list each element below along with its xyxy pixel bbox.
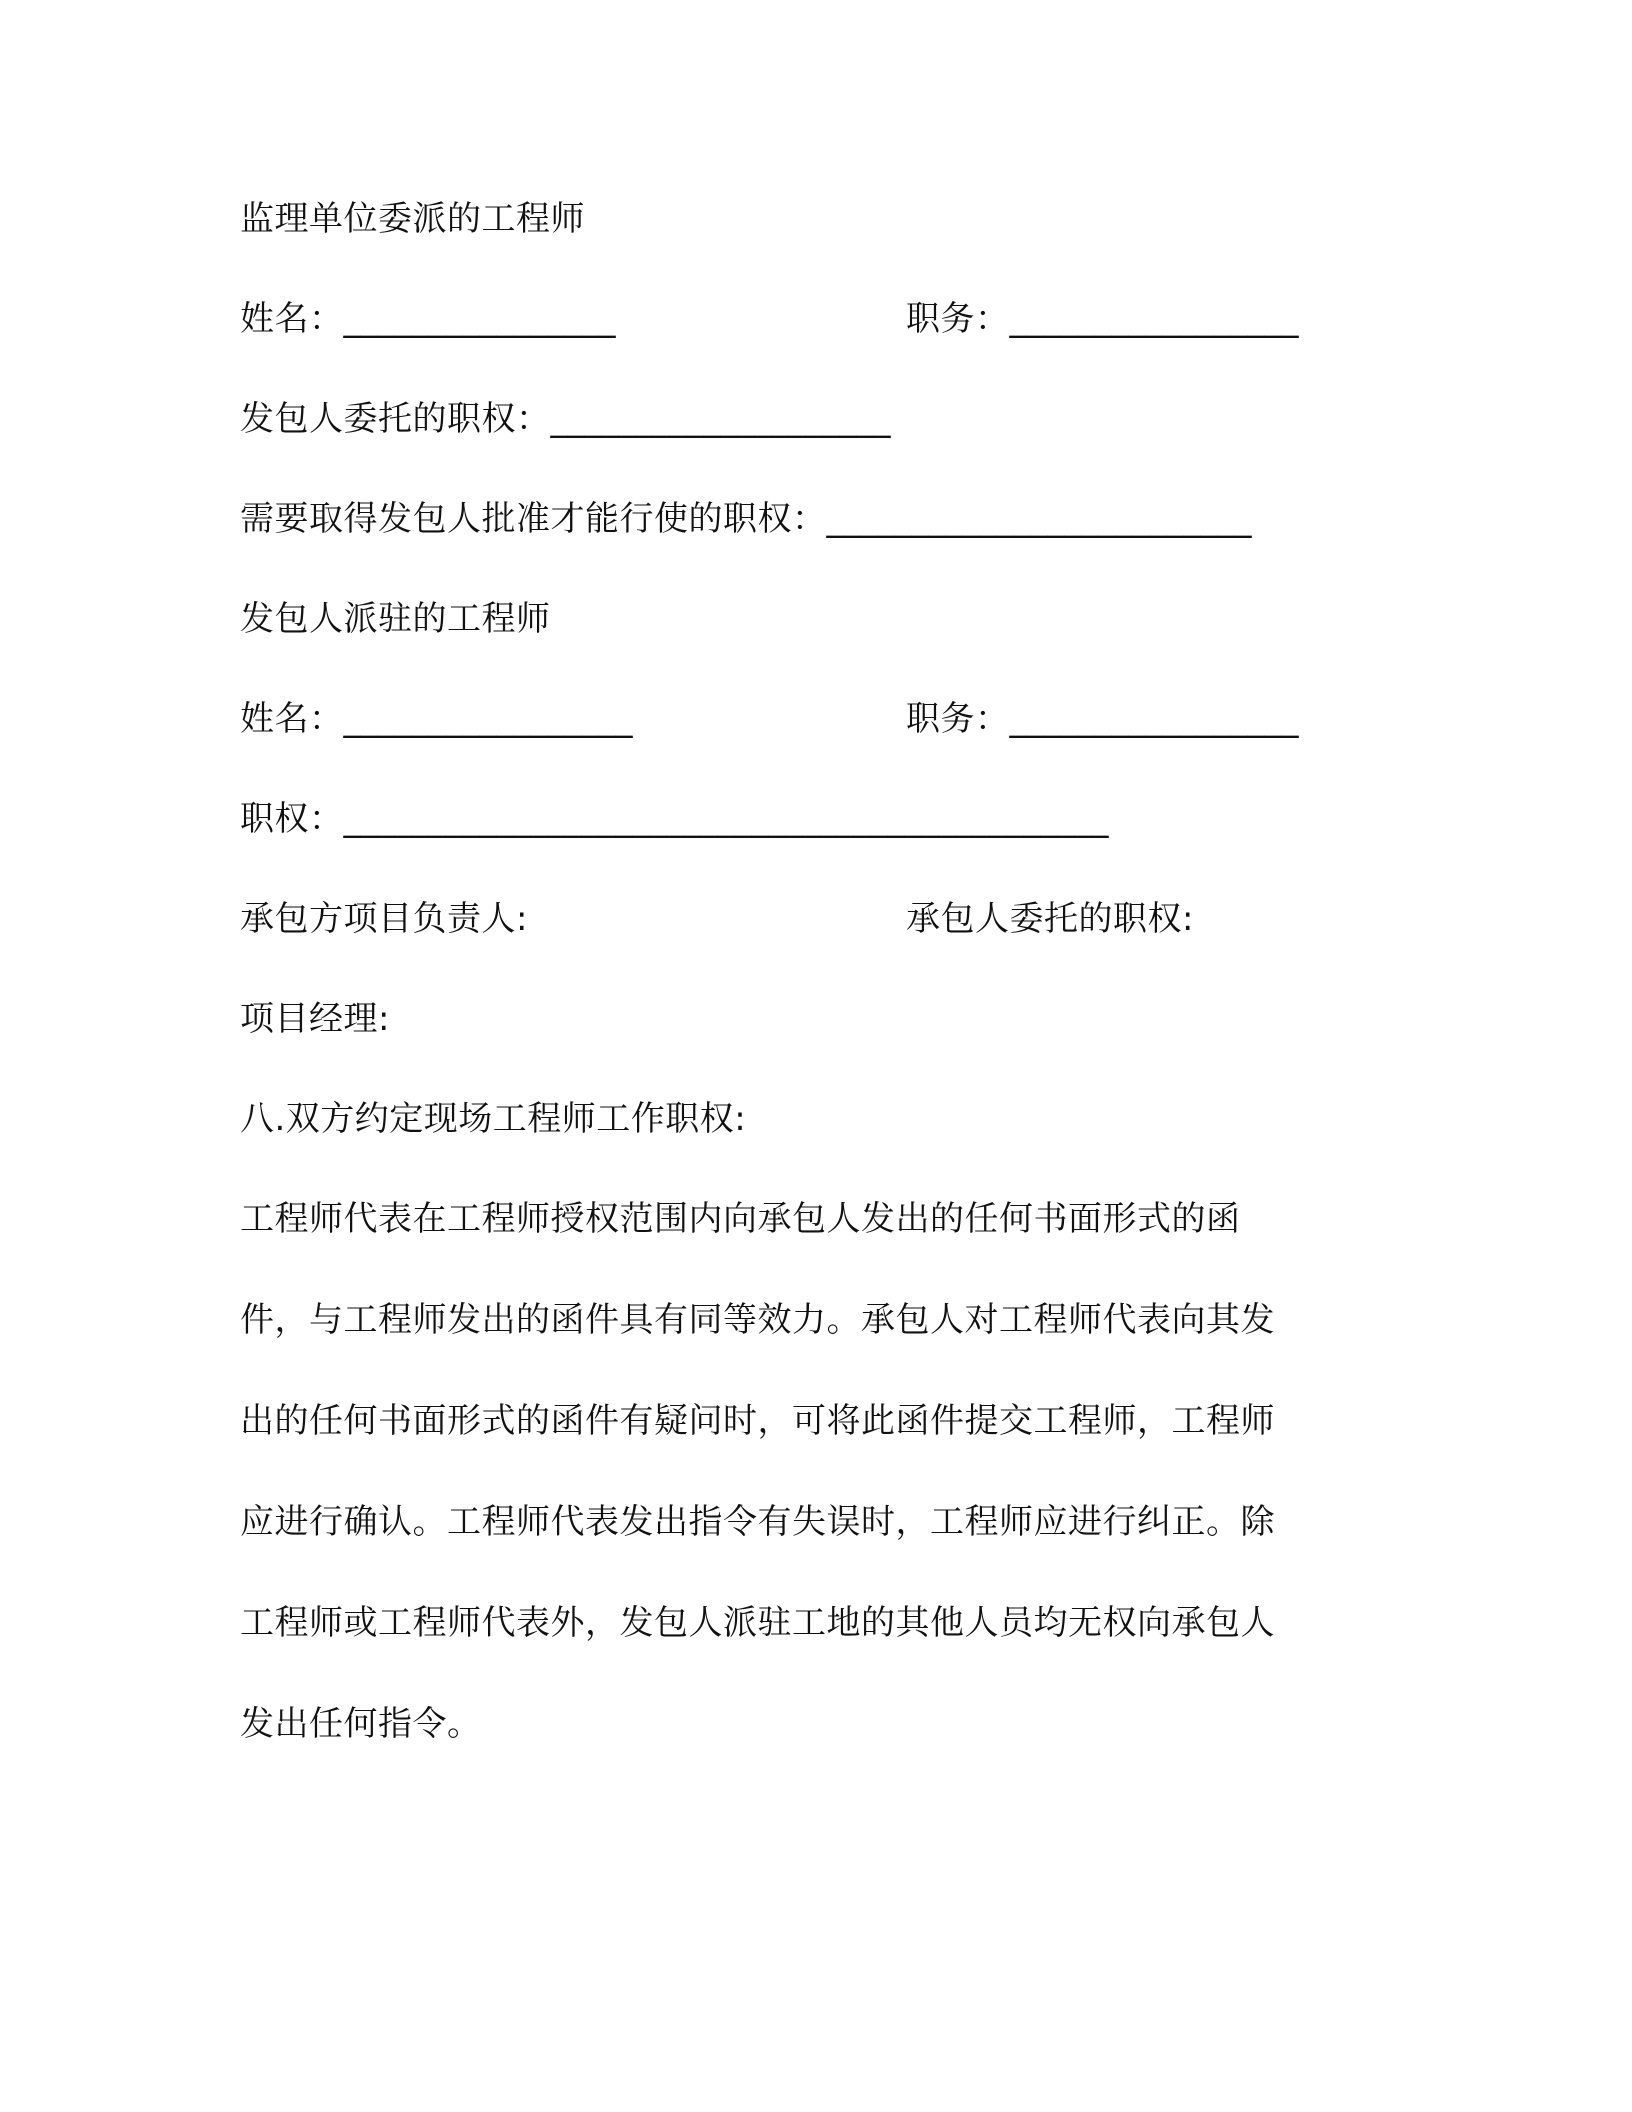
- approval-required-blank[interactable]: _________________________: [826, 499, 1252, 539]
- employer-authority-label: 职权：: [240, 799, 344, 839]
- employer-name-field: [240, 698, 633, 740]
- supervisor-position-blank[interactable]: _________________: [1009, 299, 1299, 339]
- delegated-authority-label: 发包人委托的职权：: [240, 399, 551, 439]
- employer-heading: 发包人派驻的工程师: [240, 599, 551, 639]
- supervisor-name-label: 姓名：: [240, 299, 344, 339]
- clause-eight-paragraph: [240, 1198, 1360, 1804]
- paragraph-line: 件，与工程师发出的函件具有同等效力。承包人对工程师代表向其发: [240, 1300, 1275, 1340]
- supervisor-name-blank[interactable]: ________________: [343, 299, 616, 339]
- approval-required-label: 需要取得发包人批准才能行使的职权：: [240, 499, 827, 539]
- paragraph-line: 应进行确认。工程师代表发出指令有失误时，工程师应进行纠正。除: [240, 1502, 1275, 1542]
- clause-eight-heading: 八.双方约定现场工程师工作职权:: [240, 1099, 747, 1139]
- project-lead-label: 承包方项目负责人:: [240, 899, 528, 939]
- paragraph-line: 工程师或工程师代表外，发包人派驻工地的其他人员均无权向承包人: [240, 1603, 1275, 1643]
- supervisor-heading: 监理单位委派的工程师: [240, 199, 585, 239]
- paragraph-line: 发出任何指令。: [240, 1704, 482, 1744]
- approval-required-field: [240, 498, 1252, 540]
- employer-authority-field: [240, 798, 1109, 840]
- employer-name-label: 姓名：: [240, 699, 344, 739]
- paragraph-line: 出的任何书面形式的函件有疑问时，可将此函件提交工程师，工程师: [240, 1401, 1275, 1441]
- supervisor-position-field: [906, 298, 1299, 340]
- paragraph-line: 工程师代表在工程师授权范围内向承包人发出的任何书面形式的函: [240, 1199, 1241, 1239]
- employer-authority-blank[interactable]: _____________________________________________: [343, 799, 1109, 839]
- employer-position-blank[interactable]: _________________: [1009, 699, 1299, 739]
- supervisor-position-label: 职务：: [906, 299, 1010, 339]
- delegated-authority-blank[interactable]: ____________________: [550, 399, 891, 439]
- contractor-authority-label: 承包人委托的职权:: [906, 899, 1194, 939]
- delegated-authority-field: [240, 398, 891, 440]
- project-manager-label: 项目经理:: [240, 999, 390, 1039]
- employer-position-label: 职务：: [906, 699, 1010, 739]
- supervisor-name-field: [240, 298, 616, 340]
- employer-position-field: [906, 698, 1299, 740]
- employer-name-blank[interactable]: _________________: [343, 699, 633, 739]
